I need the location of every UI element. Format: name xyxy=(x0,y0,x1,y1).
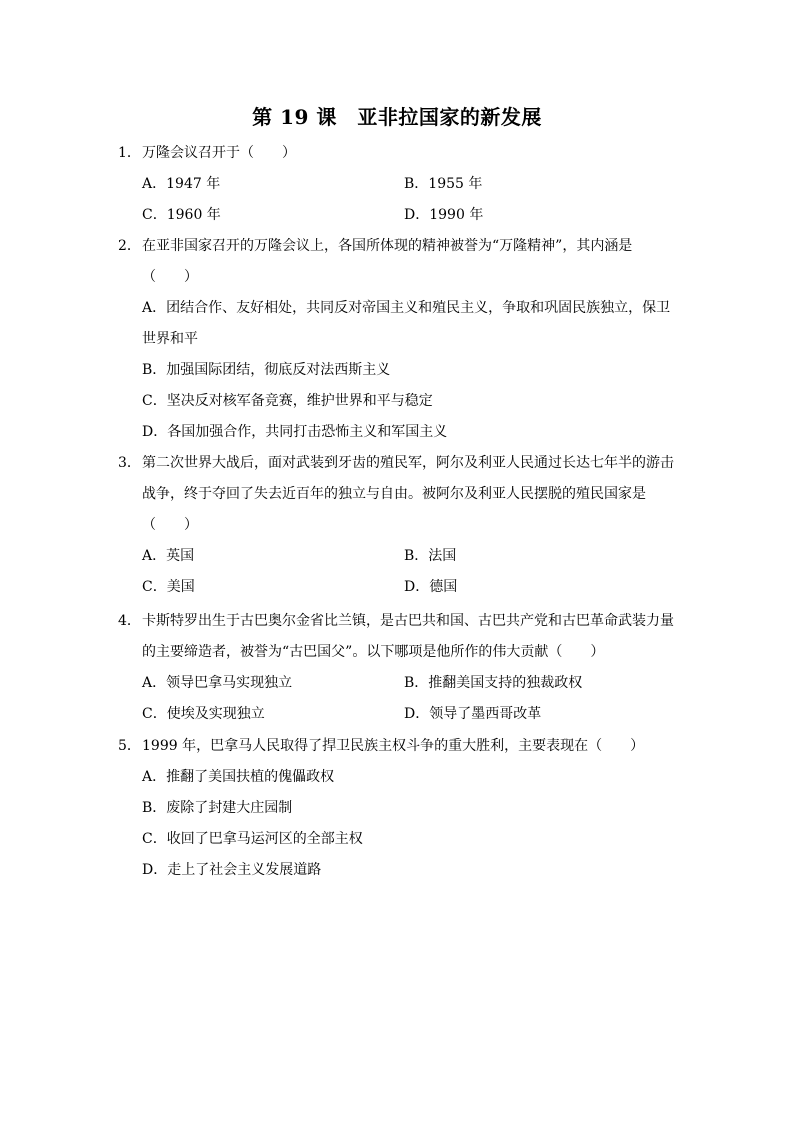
option-letter: B． xyxy=(142,362,167,378)
option-c xyxy=(142,200,404,231)
option-text: 1990 年 xyxy=(429,207,484,223)
option-a xyxy=(142,169,404,200)
question-text: 万隆会议召开于（ ） xyxy=(142,145,296,161)
option-letter: B． xyxy=(142,800,167,816)
question-number: 2． xyxy=(118,238,141,254)
option-letter: A． xyxy=(142,769,167,785)
option-text: 坚决反对核军备竞赛，维护世界和平与稳定 xyxy=(166,393,433,409)
question-text: 在亚非国家召开的万隆会议上，各国所体现的精神被誉为“万隆精神”，其内涵是（ ） xyxy=(142,238,633,285)
option-b xyxy=(404,668,666,699)
option-a xyxy=(142,541,404,572)
option-d xyxy=(404,200,666,231)
option-letter: C． xyxy=(142,393,167,409)
option-text: 加强国际团结，彻底反对法西斯主义 xyxy=(166,362,391,378)
question-number: 4． xyxy=(118,613,141,629)
option-text: 推翻了美国扶植的傀儡政权 xyxy=(166,769,335,785)
option-text: 收回了巴拿马运河区的全部主权 xyxy=(166,831,363,847)
question-stem xyxy=(118,731,678,762)
option-c xyxy=(142,386,678,417)
question-stem xyxy=(118,138,678,169)
option-letter: D． xyxy=(404,579,430,595)
option-d xyxy=(142,855,678,886)
option-text: 走上了社会主义发展道路 xyxy=(167,862,322,878)
option-a xyxy=(142,668,404,699)
option-letter: A． xyxy=(142,300,167,316)
option-text: 1960 年 xyxy=(166,207,221,223)
option-letter: B． xyxy=(404,548,429,564)
option-letter: D． xyxy=(404,207,430,223)
option-letter: D． xyxy=(142,424,168,440)
option-c xyxy=(142,824,678,855)
question-text: 1999 年，巴拿马人民取得了捍卫民族主权斗争的重大胜利，主要表现在（ ） xyxy=(142,738,645,754)
option-text: 德国 xyxy=(429,579,458,595)
question-1 xyxy=(118,138,678,231)
option-text: 领导巴拿马实现独立 xyxy=(166,675,293,691)
option-text: 美国 xyxy=(166,579,195,595)
option-letter: A． xyxy=(142,675,167,691)
option-b xyxy=(142,355,678,386)
option-text: 使埃及实现独立 xyxy=(166,706,265,722)
question-number: 5． xyxy=(118,738,141,754)
question-stem xyxy=(118,448,678,541)
question-number: 1． xyxy=(118,145,141,161)
option-d xyxy=(404,699,666,730)
question-text: 卡斯特罗出生于古巴奥尔金省比兰镇，是古巴共和国、古巴共产党和古巴革命武装力量的主要缔造者，被誉为“古巴国父”。以下哪项是他所作的伟大贡献（ ） xyxy=(142,613,674,660)
option-b xyxy=(142,793,678,824)
option-text: 领导了墨西哥改革 xyxy=(429,706,542,722)
option-a xyxy=(142,293,678,355)
option-letter: C． xyxy=(142,579,167,595)
option-letter: A． xyxy=(142,548,167,564)
option-letter: C． xyxy=(142,706,167,722)
option-text: 废除了封建大庄园制 xyxy=(166,800,293,816)
option-text: 英国 xyxy=(166,548,195,564)
option-text: 团结合作、友好相处，共同反对帝国主义和殖民主义，争取和巩固民族独立，保卫世界和平 xyxy=(142,300,671,347)
question-number: 3． xyxy=(118,455,141,471)
option-b xyxy=(404,169,666,200)
option-letter: B． xyxy=(404,675,429,691)
option-c xyxy=(142,572,404,603)
option-text: 1955 年 xyxy=(428,176,483,192)
option-b xyxy=(404,541,666,572)
question-stem xyxy=(118,606,678,668)
option-letter: B． xyxy=(404,176,429,192)
question-5 xyxy=(118,731,678,886)
option-a xyxy=(142,762,678,793)
option-d xyxy=(142,417,678,448)
option-letter: D． xyxy=(404,706,430,722)
option-letter: A． xyxy=(142,176,167,192)
option-letter: C． xyxy=(142,207,167,223)
question-stem xyxy=(118,231,678,293)
page-title: 第 19 课 亚非拉国家的新发展 xyxy=(252,105,542,129)
question-3 xyxy=(118,448,678,603)
option-letter: C． xyxy=(142,831,167,847)
option-text: 各国加强合作，共同打击恐怖主义和军国主义 xyxy=(167,424,448,440)
option-text: 推翻美国支持的独裁政权 xyxy=(428,675,583,691)
option-text: 法国 xyxy=(428,548,457,564)
option-c xyxy=(142,699,404,730)
question-4 xyxy=(118,606,678,730)
question-text: 第二次世界大战后，面对武装到牙齿的殖民军，阿尔及利亚人民通过长达七年半的游击战争，终于夺回了失去近百年的独立与自由。被阿尔及利亚人民摆脱的殖民国家是（ ） xyxy=(142,455,674,533)
question-2 xyxy=(118,231,678,448)
option-letter: D． xyxy=(142,862,168,878)
option-d xyxy=(404,572,666,603)
option-text: 1947 年 xyxy=(166,176,221,192)
